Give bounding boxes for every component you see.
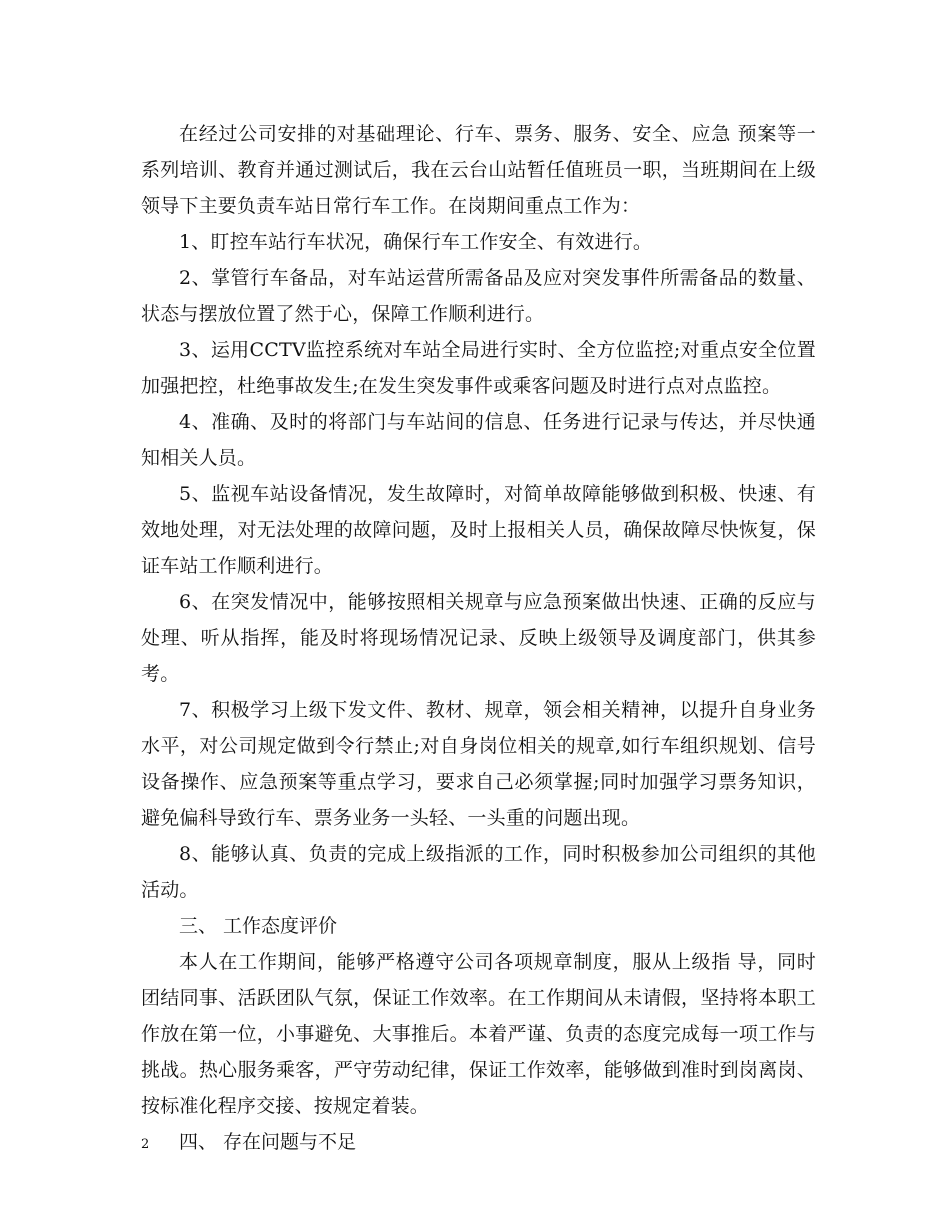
intro-paragraph: 在经过公司安排的对基础理论、行车、票务、服务、安全、应急 预案等一系列培训、教育并通过测试后，我在云台山站暂任值班员一职，当班期间在上级领导下主要负责车站日常行车工作。在岗期间重点工作为： [141,123,816,217]
duty-item-1: 1、盯控车站行车状况，确保行车工作安全、有效进行。 [179,231,653,253]
duty-item-3: 3、运用CCTV监控系统对车站全局进行实时、全方位监控;对重点安全位置加强把控，杜绝事故发生;在发生突发事件或乘客问题及时进行点对点监控。 [141,339,816,397]
page-number: 2 [141,1137,150,1152]
section-4-heading: 四、 存在问题与不足 [179,1131,357,1153]
section-3-heading: 三、 工作态度评价 [179,915,338,937]
duty-item-5: 5、监视车站设备情况，发生故障时，对简单故障能够做到积极、快速、有效地处理，对无法处理的故障问题，及时上报相关人员，确保故障尽快恢复，保证车站工作顺利进行。 [141,483,816,577]
duty-item-4: 4、准确、及时的将部门与车站间的信息、任务进行记录与传达，并尽快通知相关人员。 [141,411,816,469]
document-body [141,116,816,1160]
section-3-paragraph: 本人在工作期间，能够严格遵守公司各项规章制度，服从上级指 导，同时团结同事、活跃团队气氛，保证工作效率。在工作期间从未请假，坚持将本职工作放在第一位，小事避免、大事推后。本着严谨、负责的态度完成每一项工作与挑战。热心服务乘客，严守劳动纪律，保证工作效率，能够做到准时到岗离岗、按标准化程序交接、按规定着装。 [141,951,816,1117]
duty-item-6: 6、在突发情况中，能够按照相关规章与应急预案做出快速、正确的反应与处理、听从指挥，能及时将现场情况记录、反映上级领导及调度部门，供其参考。 [141,591,816,685]
duty-item-2: 2、掌管行车备品，对车站运营所需备品及应对突发事件所需备品的数量、状态与摆放位置了然于心，保障工作顺利进行。 [141,267,816,325]
duty-item-7: 7、积极学习上级下发文件、教材、规章，领会相关精神，以提升自身业务水平，对公司规定做到令行禁止;对自身岗位相关的规章,如行车组织规划、信号设备操作、应急预案等重点学习，要求自己必须掌握;同时加强学习票务知识，避免偏科导致行车、票务业务一头轻、一头重的问题出现。 [141,699,816,829]
duty-item-8: 8、能够认真、负责的完成上级指派的工作，同时积极参加公司组织的其他活动。 [141,843,816,901]
